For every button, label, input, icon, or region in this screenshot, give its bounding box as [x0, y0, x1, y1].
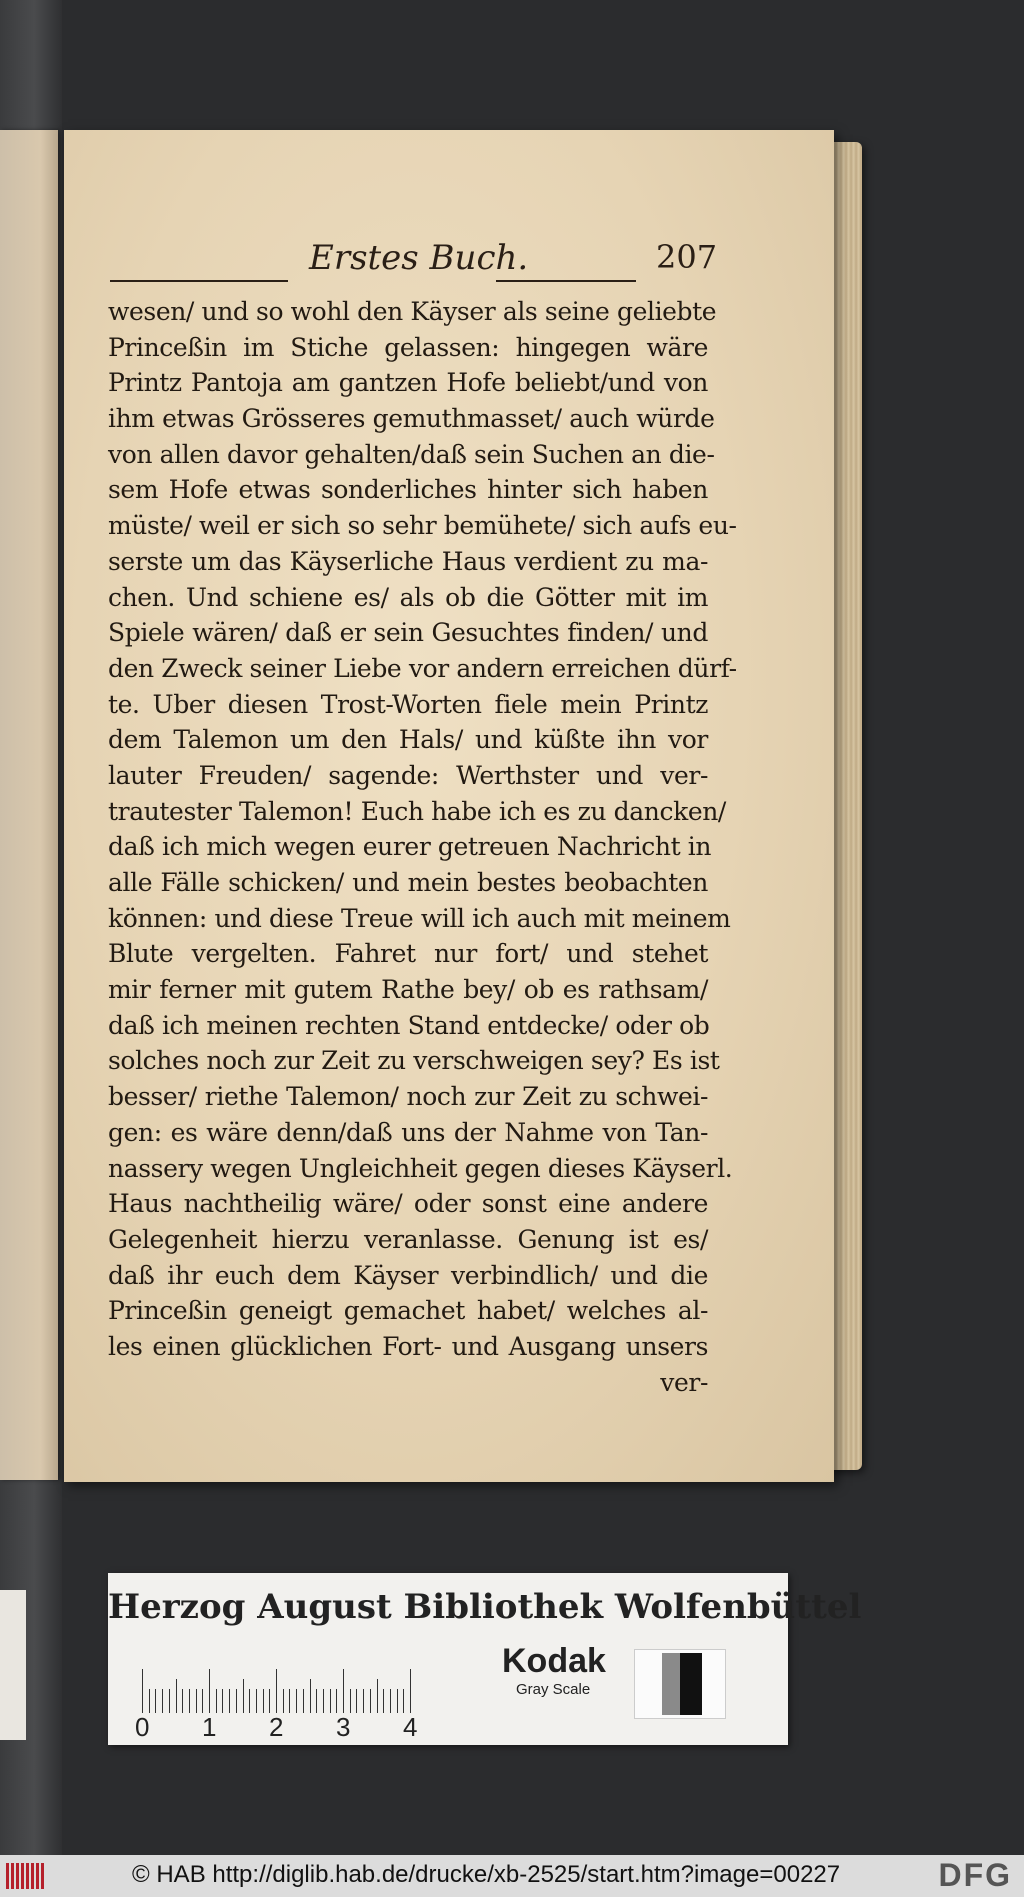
- ruler-tick: [350, 1689, 351, 1713]
- text-line: sem Hofe etwas sonderliches hinter sich haben: [108, 475, 708, 505]
- previous-page-edge: [0, 130, 58, 1480]
- text-line: nassery wegen Ungleichheit gegen dieses Käyserl.: [108, 1153, 733, 1183]
- ruler-number: 4: [403, 1712, 418, 1742]
- ruler-tick: [149, 1689, 150, 1713]
- ruler-tick: [202, 1689, 203, 1713]
- previous-target-edge: [0, 1590, 26, 1740]
- text-line: solches noch zur Zeit zu verschweigen sey? Es ist: [108, 1046, 720, 1076]
- ruler-tick: [196, 1689, 197, 1713]
- ruler-tick: [377, 1679, 378, 1713]
- page-number: 207: [656, 238, 718, 276]
- ruler-tick: [397, 1689, 398, 1713]
- ruler-tick: [189, 1689, 190, 1713]
- catchword: ver-: [660, 1367, 708, 1397]
- text-line: lauter Freuden/ sagende: Werthster und ver-: [108, 760, 708, 790]
- ruler-tick: [162, 1689, 163, 1713]
- ruler-tick: [276, 1669, 277, 1713]
- ruler-tick: [142, 1669, 143, 1713]
- page-header: [64, 238, 834, 290]
- text-line: Princeßin geneigt gemachet habet/ welches al-: [108, 1296, 708, 1326]
- ruler-number: 3: [336, 1712, 351, 1742]
- kodak-label: [502, 1641, 606, 1698]
- header-rule-right: [496, 280, 636, 282]
- ruler-tick: [343, 1669, 344, 1713]
- ruler-tick: [222, 1689, 223, 1713]
- text-line: Haus nachtheilig wäre/ oder sonst eine andere: [108, 1189, 708, 1219]
- text-line: von allen davor gehalten/daß sein Suchen an die-: [108, 439, 715, 469]
- ruler-tick: [410, 1669, 411, 1713]
- header-rule-left: [110, 280, 288, 282]
- measurement-ruler: [135, 1651, 482, 1743]
- text-line: gen: es wäre denn/daß uns der Nahme von Tan-: [108, 1117, 708, 1147]
- text-line: den Zweck seiner Liebe vor andern erreichen dürf-: [108, 653, 737, 683]
- body-text: [108, 294, 737, 1400]
- gray-scale-patches: [634, 1649, 726, 1719]
- ruler-tick: [303, 1689, 304, 1713]
- text-line: wesen/ und so wohl den Käyser als seine geliebte: [108, 297, 717, 326]
- ruler-tick: [155, 1689, 156, 1713]
- ruler-number: 2: [269, 1712, 284, 1742]
- text-line: Spiele wären/ daß er sein Gesuchtes finden/ und: [108, 618, 708, 648]
- hab-logo-icon: [6, 1863, 46, 1889]
- text-line: daß ihr euch dem Käyser verbindlich/ und die: [108, 1260, 708, 1290]
- text-line: serste um das Käyserliche Haus verdient zu ma-: [108, 546, 708, 576]
- ruler-tick: [269, 1689, 270, 1713]
- ruler-number: 0: [135, 1712, 150, 1742]
- text-line: dem Talemon um den Hals/ und küßte ihn vor: [108, 725, 708, 755]
- text-line: können: und diese Treue will ich auch mit meinem: [108, 903, 731, 933]
- ruler-tick: [209, 1669, 210, 1713]
- ruler-tick: [356, 1689, 357, 1713]
- text-line: te. Uber diesen Trost-Worten fiele mein Printz: [108, 689, 708, 719]
- ruler-tick: [256, 1689, 257, 1713]
- text-line: Blute vergelten. Fahret nur fort/ und stehet: [108, 939, 708, 969]
- color-target-card: [108, 1573, 862, 1745]
- text-line: besser/ riethe Talemon/ noch zur Zeit zu schwei-: [108, 1082, 708, 1112]
- text-line: chen. Und schiene es/ als ob die Götter mit im: [108, 582, 708, 612]
- ruler-tick: [182, 1689, 183, 1713]
- ruler-tick: [390, 1689, 391, 1713]
- text-line: Gelegenheit hierzu veranlasse. Genung ist es/: [108, 1224, 708, 1254]
- ruler-tick: [403, 1689, 404, 1713]
- text-line: mir ferner mit gutem Rathe bey/ ob es rathsam/: [108, 975, 708, 1005]
- text-line: alle Fälle schicken/ und mein bestes beobachten: [108, 868, 708, 897]
- ruler-tick: [249, 1689, 250, 1713]
- ruler-tick: [310, 1679, 311, 1713]
- ruler-number: 1: [202, 1712, 217, 1742]
- ruler-tick: [383, 1689, 384, 1713]
- text-line: ihm etwas Grösseres gemuthmasset/ auch würde: [108, 404, 715, 434]
- library-name: Herzog August Bibliothek Wolfenbüttel: [108, 1587, 862, 1627]
- dfg-logo: DFG: [938, 1857, 1012, 1893]
- footer-bar: [0, 1855, 1024, 1897]
- ruler-tick: [316, 1689, 317, 1713]
- footer-credit-link[interactable]: © HAB http://diglib.hab.de/drucke/xb-2525/start.htm?image=00227: [132, 1861, 841, 1888]
- ruler-tick: [336, 1689, 337, 1713]
- ruler-tick: [169, 1689, 170, 1713]
- book-page: [64, 130, 834, 1482]
- ruler-tick: [370, 1689, 371, 1713]
- ruler-tick: [323, 1689, 324, 1713]
- ruler-tick: [263, 1689, 264, 1713]
- ruler-tick: [176, 1679, 177, 1713]
- ruler-tick: [330, 1689, 331, 1713]
- ruler-tick: [296, 1689, 297, 1713]
- ruler-tick: [236, 1689, 237, 1713]
- gray-scale-label: Gray Scale: [516, 1681, 591, 1698]
- running-head: Erstes Buch.: [309, 238, 529, 278]
- kodak-brand: Kodak: [502, 1642, 606, 1680]
- text-line: daß ich mich wegen eurer getreuen Nachricht in: [108, 832, 712, 862]
- text-line: trautester Talemon! Euch habe ich es zu dancken/: [108, 796, 726, 826]
- ruler-tick: [216, 1689, 217, 1713]
- text-line: daß ich meinen rechten Stand entdecke/ oder ob: [108, 1010, 710, 1040]
- ruler-tick: [229, 1689, 230, 1713]
- ruler-tick: [283, 1689, 284, 1713]
- text-line: müste/ weil er sich so sehr bemühete/ sich aufs eu-: [108, 511, 737, 541]
- text-line: Princeßin im Stiche gelassen: hingegen wäre: [108, 332, 708, 362]
- text-line: les einen glücklichen Fort- und Ausgang unsers: [108, 1331, 708, 1361]
- text-line: Printz Pantoja am gantzen Hofe beliebt/und von: [108, 368, 708, 398]
- black-patch: [680, 1653, 702, 1715]
- ruler-tick: [289, 1689, 290, 1713]
- ruler-tick: [363, 1689, 364, 1713]
- gray-patch: [662, 1653, 680, 1715]
- ruler-tick: [243, 1679, 244, 1713]
